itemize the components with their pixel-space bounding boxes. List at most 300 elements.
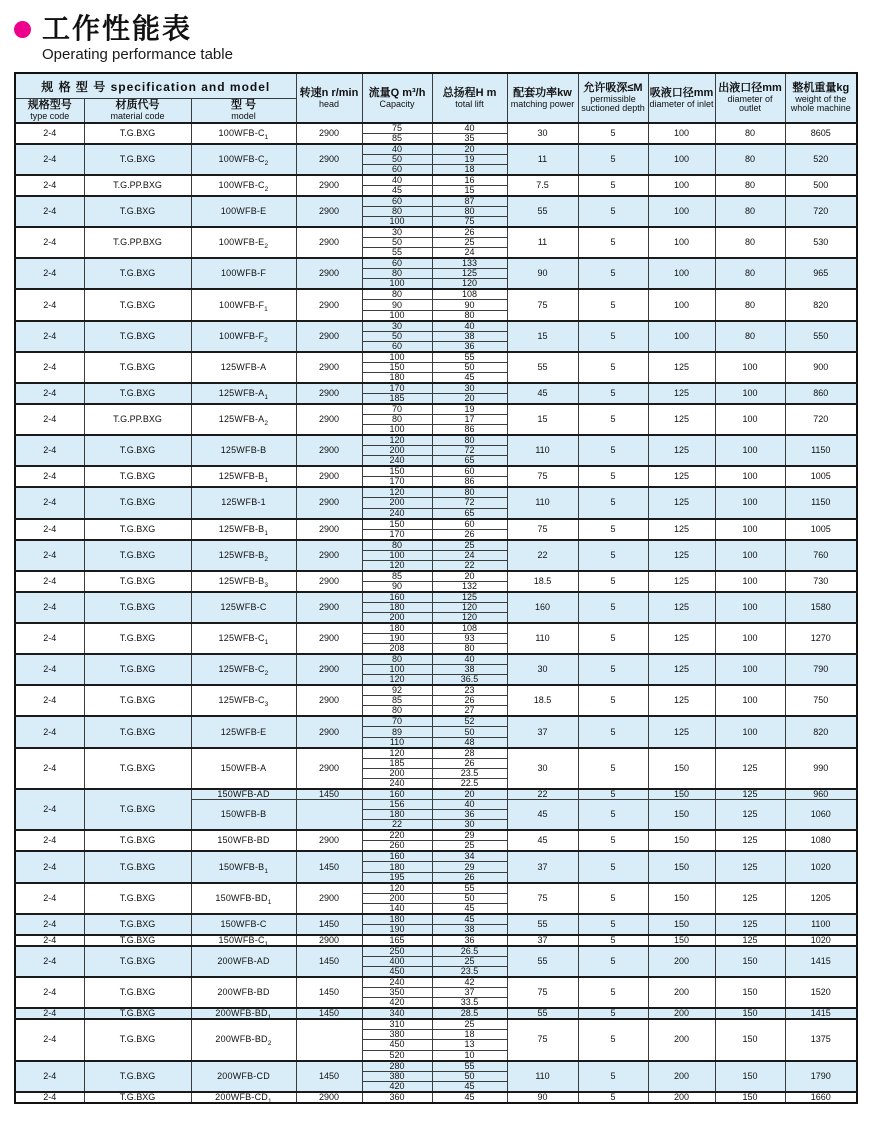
cell-outlet-diameter: 80 <box>715 144 785 175</box>
cell-total-lift: 80 <box>432 644 507 655</box>
cell-model: $150WFB-BD_1$ <box>191 883 296 914</box>
cell-total-lift: 24 <box>432 550 507 560</box>
cell-total-lift: 36.5 <box>432 675 507 686</box>
cell-capacity: 310 <box>362 1019 432 1030</box>
cell-weight: 720 <box>785 404 857 435</box>
cell-suction-depth: 5 <box>578 289 648 320</box>
cell-capacity: 120 <box>362 487 432 498</box>
cell-material-code: T.G.BXG <box>84 571 191 592</box>
cell-matching-power: 55 <box>507 946 578 977</box>
cell-weight: 750 <box>785 685 857 716</box>
cell-capacity: 50 <box>362 154 432 164</box>
cell-weight: 1580 <box>785 592 857 623</box>
cell-head: 2900 <box>296 623 362 654</box>
table-row <box>15 123 857 134</box>
cell-total-lift: 33.5 <box>432 998 507 1009</box>
header-material-code <box>84 99 191 123</box>
cell-head: 2900 <box>296 352 362 383</box>
cell-suction-depth: 5 <box>578 623 648 654</box>
cell-type-code: 2-4 <box>15 196 84 227</box>
cell-material-code: T.G.BXG <box>84 830 191 851</box>
cell-total-lift: 38 <box>432 665 507 675</box>
header-spec-and-model: 规 格 型 号 specification and model <box>15 73 296 99</box>
cell-suction-depth: 5 <box>578 144 648 175</box>
cell-capacity: 45 <box>362 185 432 196</box>
cell-material-code: T.G.BXG <box>84 466 191 487</box>
cell-type-code: 2-4 <box>15 571 84 592</box>
cell-total-lift: 45 <box>432 1092 507 1103</box>
cell-total-lift: 22.5 <box>432 779 507 790</box>
cell-matching-power: 55 <box>507 914 578 935</box>
cell-weight: 1520 <box>785 977 857 1008</box>
cell-capacity: 208 <box>362 644 432 655</box>
cell-total-lift: 20 <box>432 144 507 155</box>
cell-inlet-diameter: 125 <box>648 571 715 592</box>
cell-inlet-diameter: 125 <box>648 540 715 571</box>
cell-inlet-diameter: 150 <box>648 883 715 914</box>
cell-outlet-diameter: 80 <box>715 321 785 352</box>
cell-total-lift: 55 <box>432 1061 507 1072</box>
table-row <box>15 519 857 530</box>
cell-capacity: 520 <box>362 1050 432 1061</box>
cell-model: $125WFB-A_2$ <box>191 404 296 435</box>
table-row <box>15 196 857 207</box>
cell-total-lift: 86 <box>432 425 507 436</box>
cell-model: $200WFB-BD_1$ <box>191 1008 296 1019</box>
cell-matching-power: 45 <box>507 383 578 404</box>
cell-head <box>296 800 362 831</box>
cell-inlet-diameter: 100 <box>648 123 715 144</box>
cell-type-code: 2-4 <box>15 435 84 466</box>
cell-material-code: T.G.PP.BXG <box>84 175 191 196</box>
cell-type-code: 2-4 <box>15 685 84 716</box>
cell-capacity: 80 <box>362 269 432 279</box>
cell-suction-depth: 5 <box>578 1061 648 1092</box>
cell-matching-power: 75 <box>507 466 578 487</box>
cell-type-code: 2-4 <box>15 1008 84 1019</box>
cell-total-lift: 38 <box>432 924 507 935</box>
cell-total-lift: 23.5 <box>432 768 507 778</box>
cell-matching-power: 18.5 <box>507 571 578 592</box>
cell-matching-power: 110 <box>507 623 578 654</box>
cell-suction-depth: 5 <box>578 540 648 571</box>
cell-total-lift: 18 <box>432 1030 507 1040</box>
cell-total-lift: 80 <box>432 487 507 498</box>
cell-capacity: 160 <box>362 851 432 862</box>
cell-suction-depth: 5 <box>578 175 648 196</box>
cell-capacity: 180 <box>362 623 432 634</box>
cell-capacity: 60 <box>362 164 432 175</box>
cell-outlet-diameter: 80 <box>715 258 785 289</box>
cell-inlet-diameter: 125 <box>648 519 715 540</box>
cell-inlet-diameter: 125 <box>648 383 715 404</box>
cell-capacity: 150 <box>362 466 432 477</box>
header-total-lift <box>432 73 507 123</box>
cell-matching-power: 22 <box>507 789 578 800</box>
cell-capacity: 100 <box>362 310 432 321</box>
table-row <box>15 1019 857 1030</box>
header-suction-depth-zh: 允许吸深≤M <box>583 81 643 94</box>
cell-capacity: 380 <box>362 1030 432 1040</box>
cell-material-code: T.G.BXG <box>84 654 191 685</box>
cell-total-lift: 19 <box>432 154 507 164</box>
cell-type-code: 2-4 <box>15 321 84 352</box>
header-model-zh: 型 号 <box>230 99 257 112</box>
cell-inlet-diameter: 125 <box>648 487 715 518</box>
cell-outlet-diameter: 100 <box>715 487 785 518</box>
cell-weight: 730 <box>785 571 857 592</box>
cell-capacity: 60 <box>362 341 432 352</box>
cell-total-lift: 72 <box>432 498 507 508</box>
cell-capacity: 80 <box>362 206 432 216</box>
cell-weight: 820 <box>785 289 857 320</box>
cell-weight: 1020 <box>785 935 857 946</box>
cell-total-lift: 36 <box>432 341 507 352</box>
cell-total-lift: 26 <box>432 529 507 540</box>
cell-material-code: T.G.BXG <box>84 540 191 571</box>
cell-weight: 1790 <box>785 1061 857 1092</box>
cell-suction-depth: 5 <box>578 404 648 435</box>
cell-material-code: T.G.BXG <box>84 1092 191 1103</box>
cell-total-lift: 20 <box>432 393 507 404</box>
cell-total-lift: 108 <box>432 289 507 300</box>
cell-suction-depth: 5 <box>578 830 648 851</box>
cell-total-lift: 26 <box>432 872 507 883</box>
cell-material-code: T.G.PP.BXG <box>84 227 191 258</box>
cell-outlet-diameter: 125 <box>715 914 785 935</box>
cell-suction-depth: 5 <box>578 258 648 289</box>
cell-capacity: 170 <box>362 529 432 540</box>
cell-total-lift: 28.5 <box>432 1008 507 1019</box>
cell-capacity: 100 <box>362 550 432 560</box>
cell-total-lift: 55 <box>432 352 507 363</box>
cell-total-lift: 45 <box>432 1081 507 1092</box>
cell-capacity: 200 <box>362 446 432 456</box>
cell-weight: 820 <box>785 716 857 747</box>
table-row <box>15 946 857 957</box>
cell-capacity: 195 <box>362 872 432 883</box>
cell-inlet-diameter: 125 <box>648 435 715 466</box>
cell-suction-depth: 5 <box>578 654 648 685</box>
cell-total-lift: 75 <box>432 217 507 228</box>
cell-inlet-diameter: 200 <box>648 1008 715 1019</box>
cell-suction-depth: 5 <box>578 435 648 466</box>
cell-total-lift: 133 <box>432 258 507 269</box>
cell-capacity: 185 <box>362 393 432 404</box>
cell-capacity: 150 <box>362 519 432 530</box>
cell-suction-depth: 5 <box>578 851 648 882</box>
header-matching-power-zh: 配套功率kw <box>513 86 572 99</box>
cell-capacity: 400 <box>362 956 432 966</box>
cell-total-lift: 50 <box>432 727 507 737</box>
cell-capacity: 85 <box>362 571 432 582</box>
cell-capacity: 80 <box>362 414 432 424</box>
cell-weight: 520 <box>785 144 857 175</box>
cell-suction-depth: 5 <box>578 685 648 716</box>
cell-head: 2900 <box>296 175 362 196</box>
cell-outlet-diameter: 150 <box>715 977 785 1008</box>
page-subtitle: Operating performance table <box>42 45 233 63</box>
cell-matching-power: 55 <box>507 352 578 383</box>
cell-material-code: T.G.BXG <box>84 685 191 716</box>
cell-total-lift: 50 <box>432 1071 507 1081</box>
cell-suction-depth: 5 <box>578 935 648 946</box>
cell-head: 2900 <box>296 748 362 789</box>
cell-total-lift: 25 <box>432 841 507 852</box>
cell-outlet-diameter: 125 <box>715 789 785 800</box>
cell-total-lift: 65 <box>432 456 507 467</box>
cell-weight: 8605 <box>785 123 857 144</box>
table-row <box>15 466 857 477</box>
cell-material-code: T.G.BXG <box>84 519 191 540</box>
cell-capacity: 22 <box>362 820 432 831</box>
cell-head: 2900 <box>296 571 362 592</box>
cell-total-lift: 45 <box>432 903 507 914</box>
cell-total-lift: 25 <box>432 956 507 966</box>
cell-capacity: 165 <box>362 935 432 946</box>
cell-total-lift: 20 <box>432 789 507 800</box>
header-inlet-diameter <box>648 73 715 123</box>
cell-capacity: 150 <box>362 362 432 372</box>
cell-inlet-diameter: 200 <box>648 1019 715 1060</box>
cell-capacity: 80 <box>362 706 432 717</box>
cell-inlet-diameter: 125 <box>648 352 715 383</box>
cell-capacity: 90 <box>362 300 432 310</box>
table-row <box>15 435 857 446</box>
cell-total-lift: 29 <box>432 862 507 872</box>
cell-type-code: 2-4 <box>15 789 84 830</box>
cell-outlet-diameter: 150 <box>715 1008 785 1019</box>
cell-type-code: 2-4 <box>15 383 84 404</box>
cell-capacity: 200 <box>362 612 432 623</box>
cell-material-code: T.G.BXG <box>84 1008 191 1019</box>
cell-total-lift: 38 <box>432 331 507 341</box>
cell-matching-power: 15 <box>507 321 578 352</box>
cell-weight: 720 <box>785 196 857 227</box>
cell-capacity: 92 <box>362 685 432 696</box>
cell-type-code: 2-4 <box>15 654 84 685</box>
cell-capacity: 200 <box>362 893 432 903</box>
cell-weight: 790 <box>785 654 857 685</box>
cell-matching-power: 160 <box>507 592 578 623</box>
cell-total-lift: 80 <box>432 310 507 321</box>
table-row <box>15 321 857 332</box>
cell-inlet-diameter: 125 <box>648 716 715 747</box>
cell-capacity: 30 <box>362 227 432 238</box>
header-inlet-diameter-en: diameter of inlet <box>649 98 714 109</box>
cell-weight: 860 <box>785 383 857 404</box>
cell-outlet-diameter: 80 <box>715 227 785 258</box>
cell-weight: 1660 <box>785 1092 857 1103</box>
cell-model: $125WFB-B_1$ <box>191 466 296 487</box>
cell-model: 200WFB-BD <box>191 977 296 1008</box>
cell-total-lift: 55 <box>432 883 507 894</box>
cell-model: $100WFB-C_2$ <box>191 175 296 196</box>
cell-type-code: 2-4 <box>15 227 84 258</box>
cell-total-lift: 35 <box>432 133 507 144</box>
cell-total-lift: 40 <box>432 321 507 332</box>
cell-outlet-diameter: 150 <box>715 1092 785 1103</box>
cell-weight: 1415 <box>785 946 857 977</box>
cell-total-lift: 26 <box>432 696 507 706</box>
cell-total-lift: 65 <box>432 508 507 519</box>
cell-capacity: 350 <box>362 987 432 997</box>
cell-matching-power: 110 <box>507 1061 578 1092</box>
cell-total-lift: 45 <box>432 372 507 383</box>
cell-total-lift: 25 <box>432 540 507 551</box>
cell-matching-power: 110 <box>507 487 578 518</box>
cell-weight: 900 <box>785 352 857 383</box>
cell-capacity: 80 <box>362 540 432 551</box>
table-row <box>15 789 857 800</box>
cell-material-code: T.G.BXG <box>84 196 191 227</box>
cell-head: 2900 <box>296 144 362 175</box>
cell-capacity: 140 <box>362 903 432 914</box>
cell-outlet-diameter: 100 <box>715 685 785 716</box>
cell-weight: 965 <box>785 258 857 289</box>
cell-matching-power: 55 <box>507 196 578 227</box>
cell-capacity: 200 <box>362 498 432 508</box>
cell-type-code: 2-4 <box>15 830 84 851</box>
header-model-en: model <box>231 111 256 122</box>
cell-capacity: 40 <box>362 144 432 155</box>
cell-inlet-diameter: 150 <box>648 914 715 935</box>
cell-material-code: T.G.BXG <box>84 258 191 289</box>
cell-inlet-diameter: 125 <box>648 654 715 685</box>
cell-total-lift: 23.5 <box>432 966 507 977</box>
cell-head: 1450 <box>296 1008 362 1019</box>
cell-capacity: 120 <box>362 435 432 446</box>
cell-total-lift: 15 <box>432 185 507 196</box>
cell-head: 2900 <box>296 289 362 320</box>
table-row <box>15 540 857 551</box>
cell-total-lift: 93 <box>432 633 507 643</box>
cell-capacity: 70 <box>362 404 432 415</box>
cell-capacity: 156 <box>362 800 432 810</box>
header-speed <box>296 73 362 123</box>
table-row <box>15 977 857 988</box>
cell-model: $125WFB-B_3$ <box>191 571 296 592</box>
cell-type-code: 2-4 <box>15 352 84 383</box>
cell-inlet-diameter: 200 <box>648 1061 715 1092</box>
cell-capacity: 40 <box>362 175 432 186</box>
cell-matching-power: 75 <box>507 1019 578 1060</box>
cell-model: $125WFB-C_1$ <box>191 623 296 654</box>
cell-total-lift: 18 <box>432 164 507 175</box>
cell-suction-depth: 5 <box>578 977 648 1008</box>
cell-model: $150WFB-C_1$ <box>191 935 296 946</box>
cell-matching-power: 37 <box>507 851 578 882</box>
cell-total-lift: 30 <box>432 383 507 394</box>
title-bullet-icon <box>14 21 31 38</box>
cell-material-code: T.G.BXG <box>84 935 191 946</box>
cell-capacity: 100 <box>362 665 432 675</box>
cell-type-code: 2-4 <box>15 748 84 789</box>
cell-capacity: 420 <box>362 998 432 1009</box>
cell-total-lift: 60 <box>432 519 507 530</box>
cell-capacity: 450 <box>362 966 432 977</box>
cell-total-lift: 26 <box>432 758 507 768</box>
cell-model: $100WFB-C_1$ <box>191 123 296 144</box>
cell-capacity: 120 <box>362 748 432 759</box>
cell-material-code: T.G.BXG <box>84 851 191 882</box>
cell-weight: 1205 <box>785 883 857 914</box>
cell-type-code: 2-4 <box>15 1092 84 1103</box>
cell-matching-power: 15 <box>507 404 578 435</box>
table-row <box>15 352 857 363</box>
cell-head: 2900 <box>296 435 362 466</box>
cell-weight: 990 <box>785 748 857 789</box>
performance-table <box>14 72 858 1104</box>
cell-inlet-diameter: 100 <box>648 144 715 175</box>
cell-material-code: T.G.BXG <box>84 977 191 1008</box>
cell-weight: 760 <box>785 540 857 571</box>
cell-total-lift: 120 <box>432 279 507 290</box>
cell-outlet-diameter: 100 <box>715 404 785 435</box>
cell-total-lift: 36 <box>432 810 507 820</box>
header-speed-en: head <box>318 98 340 109</box>
header-capacity <box>362 73 432 123</box>
cell-capacity: 380 <box>362 1071 432 1081</box>
cell-head: 2900 <box>296 487 362 518</box>
header-type-code <box>15 99 84 123</box>
table-row <box>15 258 857 269</box>
cell-suction-depth: 5 <box>578 748 648 789</box>
cell-capacity: 260 <box>362 841 432 852</box>
header-outlet-diameter <box>715 73 785 123</box>
cell-suction-depth: 5 <box>578 592 648 623</box>
cell-capacity: 100 <box>362 279 432 290</box>
header-suction-depth <box>578 73 648 123</box>
header-total-lift-zh: 总扬程H m <box>442 86 497 99</box>
cell-weight: 1150 <box>785 487 857 518</box>
cell-total-lift: 45 <box>432 914 507 925</box>
cell-capacity: 120 <box>362 675 432 686</box>
cell-type-code: 2-4 <box>15 519 84 540</box>
cell-type-code: 2-4 <box>15 977 84 1008</box>
cell-model: 100WFB-E <box>191 196 296 227</box>
cell-total-lift: 50 <box>432 893 507 903</box>
cell-head: 2900 <box>296 540 362 571</box>
cell-total-lift: 24 <box>432 248 507 259</box>
cell-suction-depth: 5 <box>578 1019 648 1060</box>
cell-suction-depth: 5 <box>578 914 648 935</box>
header-machine-weight <box>785 73 857 123</box>
header-matching-power <box>507 73 578 123</box>
table-row <box>15 654 857 665</box>
cell-suction-depth: 5 <box>578 789 648 800</box>
table-row <box>15 1092 857 1103</box>
cell-outlet-diameter: 80 <box>715 289 785 320</box>
cell-inlet-diameter: 125 <box>648 623 715 654</box>
cell-inlet-diameter: 100 <box>648 289 715 320</box>
cell-capacity: 80 <box>362 654 432 665</box>
cell-head: 2900 <box>296 685 362 716</box>
cell-model: $125WFB-B_1$ <box>191 519 296 540</box>
cell-type-code: 2-4 <box>15 258 84 289</box>
cell-type-code: 2-4 <box>15 175 84 196</box>
cell-total-lift: 40 <box>432 654 507 665</box>
cell-outlet-diameter: 80 <box>715 175 785 196</box>
cell-material-code: T.G.BXG <box>84 1061 191 1092</box>
cell-total-lift: 40 <box>432 123 507 134</box>
cell-head: 1450 <box>296 977 362 1008</box>
cell-weight: 1415 <box>785 1008 857 1019</box>
cell-total-lift: 125 <box>432 592 507 603</box>
cell-capacity: 220 <box>362 830 432 841</box>
cell-capacity: 180 <box>362 862 432 872</box>
table-row <box>15 227 857 238</box>
